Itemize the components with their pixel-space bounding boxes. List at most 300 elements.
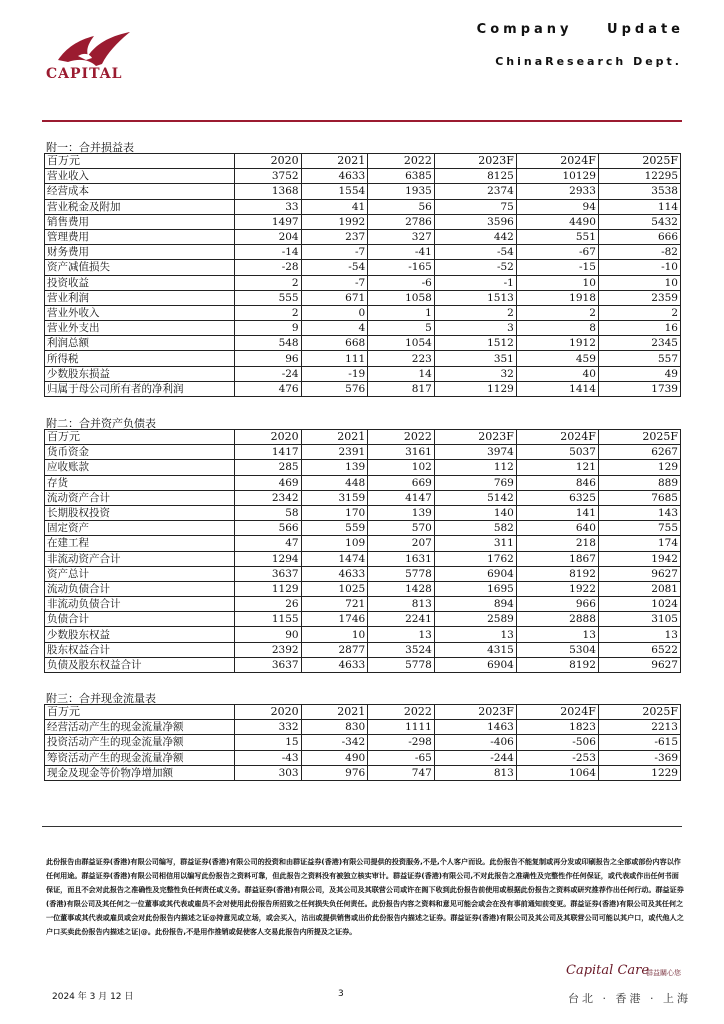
value-cell: 14 [368,366,435,381]
value-cell: 5304 [516,642,598,657]
capital-care-logo: Capital Care [566,963,650,978]
row-label-cell: 固定资产 [45,521,235,536]
value-cell: 570 [368,521,435,536]
disclaimer-divider [42,826,682,827]
value-cell: 1695 [434,581,516,596]
table-row [45,536,681,551]
value-cell: 1992 [301,214,368,229]
value-cell: 13 [368,627,435,642]
value-cell: 121 [516,460,598,475]
value-cell: 3524 [368,642,435,657]
value-cell: 813 [434,765,516,780]
value-cell: -19 [301,366,368,381]
value-cell: 1935 [368,184,435,199]
row-label-cell: 投资活动产生的现金流量净额 [45,735,235,750]
row-label-cell: 应收账款 [45,460,235,475]
value-cell: 7685 [598,490,680,505]
row-label-cell: 营业利润 [45,290,235,305]
header-year-cell: 2021 [301,154,368,169]
value-cell: 769 [434,475,516,490]
header-year-cell: 2023F [434,430,516,445]
row-label-cell: 所得税 [45,351,235,366]
value-cell: 5778 [368,566,435,581]
value-cell: 671 [301,290,368,305]
value-cell: 16 [598,321,680,336]
value-cell: 2213 [598,720,680,735]
value-cell: 2933 [516,184,598,199]
value-cell: 2391 [301,445,368,460]
row-label-cell: 负债合计 [45,612,235,627]
table-header-row [45,430,681,445]
value-cell: 10 [301,627,368,642]
value-cell: 889 [598,475,680,490]
value-cell: 207 [368,536,435,551]
row-label-cell: 流动资产合计 [45,490,235,505]
value-cell: 1024 [598,597,680,612]
table-row [45,245,681,260]
value-cell: 459 [516,351,598,366]
value-cell: 476 [235,381,302,396]
value-cell: 9627 [598,566,680,581]
header-year-cell: 2020 [235,154,302,169]
table-row [45,184,681,199]
value-cell: 10129 [516,169,598,184]
value-cell: -298 [368,735,435,750]
value-cell: 102 [368,460,435,475]
table-row [45,657,681,672]
value-cell: 111 [301,351,368,366]
table-row [45,735,681,750]
value-cell: 332 [235,720,302,735]
value-cell: 13 [516,627,598,642]
value-cell: 555 [235,290,302,305]
value-cell: 1497 [235,214,302,229]
value-cell: 4 [301,321,368,336]
value-cell: 204 [235,229,302,244]
value-cell: 1414 [516,381,598,396]
table-row [45,521,681,536]
header-year-cell: 2021 [301,430,368,445]
value-cell: 813 [368,597,435,612]
value-cell: 3159 [301,490,368,505]
value-cell: -54 [434,245,516,260]
value-cell: 1762 [434,551,516,566]
income-statement-table [44,153,681,397]
header-year-cell: 2025F [598,705,680,720]
value-cell: 1129 [235,581,302,596]
value-cell: 2392 [235,642,302,657]
value-cell: 143 [598,505,680,520]
value-cell: 2877 [301,642,368,657]
page-number: 3 [338,989,344,999]
header-year-cell: 2022 [368,705,435,720]
value-cell: 8125 [434,169,516,184]
value-cell: -506 [516,735,598,750]
value-cell: 576 [301,381,368,396]
value-cell: 237 [301,229,368,244]
value-cell: 114 [598,199,680,214]
value-cell: -244 [434,750,516,765]
table-row [45,475,681,490]
value-cell: 9 [235,321,302,336]
value-cell: 3637 [235,657,302,672]
header-year-cell: 2024F [516,154,598,169]
value-cell: 2786 [368,214,435,229]
value-cell: 1428 [368,581,435,596]
value-cell: 58 [235,505,302,520]
value-cell: 1368 [235,184,302,199]
value-cell: -54 [301,260,368,275]
value-cell: -82 [598,245,680,260]
value-cell: 141 [516,505,598,520]
value-cell: 3 [434,321,516,336]
value-cell: 4315 [434,642,516,657]
value-cell: 303 [235,765,302,780]
value-cell: 4633 [301,657,368,672]
value-cell: 668 [301,336,368,351]
value-cell: 1942 [598,551,680,566]
value-cell: -369 [598,750,680,765]
table-row [45,765,681,780]
value-cell: -7 [301,245,368,260]
table-row [45,214,681,229]
value-cell: 559 [301,521,368,536]
value-cell: 1 [368,305,435,320]
value-cell: 129 [598,460,680,475]
table-row [45,581,681,596]
value-cell: 56 [368,199,435,214]
income-statement-title: 附一：合并损益表 [46,141,134,154]
value-cell: 830 [301,720,368,735]
value-cell: 1918 [516,290,598,305]
row-label-cell: 营业收入 [45,169,235,184]
value-cell: -165 [368,260,435,275]
header-year-cell: 2024F [516,705,598,720]
value-cell: 1746 [301,612,368,627]
value-cell: 3752 [235,169,302,184]
value-cell: 490 [301,750,368,765]
value-cell: 557 [598,351,680,366]
header-year-cell: 2020 [235,430,302,445]
value-cell: 817 [368,381,435,396]
header-year-cell: 2023F [434,154,516,169]
value-cell: -342 [301,735,368,750]
row-label-cell: 少数股东权益 [45,627,235,642]
value-cell: 1867 [516,551,598,566]
value-cell: 5778 [368,657,435,672]
value-cell: 174 [598,536,680,551]
value-cell: 1417 [235,445,302,460]
row-label-cell: 筹资活动产生的现金流量净额 [45,750,235,765]
value-cell: 551 [516,229,598,244]
value-cell: 139 [301,460,368,475]
value-cell: 6904 [434,566,516,581]
row-label-cell: 负债及股东权益合计 [45,657,235,672]
table-row [45,720,681,735]
disclaimer-text: 此份报告由群益证券(香港)有限公司编写，群益证券(香港)有限公司的投资和由群证益券(香港)有限公司提供的投资服务,不是,个人客户而设。此份报告不能复制或再分发或印刷报告之全部或部份内容以作任何用途。群益证券(香港)有限公司相信用以编写此份报告之资料可靠，但此报告之资料没有被独立核实审计。群益证券(香港)有限公司,不对此报告之准确性及完整性作任何保证，或代表或作出任何书面保证，而且不会对此报告之准确性及完整性负任何责任或义务。群益证券(香港)有限公司，及其公司及其联营公司或许在阁下收到此份报告前使用或根据此份报告之资料或研究推荐作出任何行动。群益证券(香港)有限公司及其任何之一位董事或其代表或雇员不会对使用此份报告所招致之任何损失负任何责任。此份报告内容之资料和意见可能会或会在没有事前通知前变更。群益证券(香港)有限公司及其任何之一位董事或其代表或雇员或会对此份报告内描述之证@持意见或立场，或会买入，沽出或提供销售或出价此份报告内描述之证券。群益证券(香港)有限公司及其公司及其联营公司可能以其户口，或代他人之户口买卖此份报告内描述之证|@。此份报告,不是用作推销或促使客人交易此报告内所提及之证券。 [46,857,684,936]
header-divider [42,120,682,122]
page-header-title: Company Update [476,22,684,37]
value-cell: 1054 [368,336,435,351]
value-cell: 94 [516,199,598,214]
value-cell: 4633 [301,566,368,581]
value-cell: 170 [301,505,368,520]
row-label-cell: 货币资金 [45,445,235,460]
value-cell: -7 [301,275,368,290]
value-cell: 640 [516,521,598,536]
row-label-cell: 归属于母公司所有者的净利润 [45,381,235,396]
value-cell: 3974 [434,445,516,460]
value-cell: 1912 [516,336,598,351]
table-row [45,627,681,642]
table-row [45,612,681,627]
value-cell: 1513 [434,290,516,305]
value-cell: 90 [235,627,302,642]
row-label-cell: 在建工程 [45,536,235,551]
value-cell: 26 [235,597,302,612]
header-year-cell: 2022 [368,154,435,169]
row-label-cell: 现金及现金等价物净增加额 [45,765,235,780]
cash-flow-table [44,704,681,781]
header-unit-cell: 百万元 [45,154,235,169]
value-cell: 721 [301,597,368,612]
value-cell: 2241 [368,612,435,627]
value-cell: 966 [516,597,598,612]
value-cell: 2374 [434,184,516,199]
value-cell: 40 [516,366,598,381]
table-row [45,260,681,275]
table-row [45,290,681,305]
table-row [45,642,681,657]
row-label-cell: 流动负债合计 [45,581,235,596]
value-cell: 32 [434,366,516,381]
value-cell: 2589 [434,612,516,627]
table-row [45,551,681,566]
value-cell: -1 [434,275,516,290]
value-cell: 669 [368,475,435,490]
value-cell: 327 [368,229,435,244]
value-cell: 10 [598,275,680,290]
row-label-cell: 资产减值损失 [45,260,235,275]
table-row [45,351,681,366]
value-cell: 582 [434,521,516,536]
row-label-cell: 营业外支出 [45,321,235,336]
header-year-cell: 2025F [598,430,680,445]
value-cell: 112 [434,460,516,475]
value-cell: 755 [598,521,680,536]
table-row [45,366,681,381]
cash-flow-title: 附三：合并现金流量表 [46,692,156,705]
row-label-cell: 营业外收入 [45,305,235,320]
value-cell: 2 [235,275,302,290]
value-cell: 6904 [434,657,516,672]
value-cell: -6 [368,275,435,290]
value-cell: 1294 [235,551,302,566]
row-label-cell: 营业税金及附加 [45,199,235,214]
value-cell: -52 [434,260,516,275]
header-year-cell: 2021 [301,705,368,720]
value-cell: 49 [598,366,680,381]
value-cell: 976 [301,765,368,780]
value-cell: 96 [235,351,302,366]
value-cell: -253 [516,750,598,765]
value-cell: 2 [598,305,680,320]
value-cell: 41 [301,199,368,214]
value-cell: -406 [434,735,516,750]
value-cell: 8192 [516,657,598,672]
table-header-row [45,154,681,169]
row-label-cell: 财务费用 [45,245,235,260]
office-cities: 台北 · 香港 · 上海 [568,992,691,1005]
footer-date: 2024 年 3 月 12 日 [52,992,134,1002]
row-label-cell: 管理费用 [45,229,235,244]
row-label-cell: 存货 [45,475,235,490]
value-cell: 8192 [516,566,598,581]
value-cell: -24 [235,366,302,381]
value-cell: 311 [434,536,516,551]
value-cell: 442 [434,229,516,244]
value-cell: 6385 [368,169,435,184]
value-cell: 747 [368,765,435,780]
value-cell: 3105 [598,612,680,627]
value-cell: 4147 [368,490,435,505]
value-cell: 448 [301,475,368,490]
header-year-cell: 2024F [516,430,598,445]
value-cell: -65 [368,750,435,765]
value-cell: 0 [301,305,368,320]
value-cell: 1111 [368,720,435,735]
value-cell: 548 [235,336,302,351]
row-label-cell: 投资收益 [45,275,235,290]
value-cell: -41 [368,245,435,260]
value-cell: 2081 [598,581,680,596]
value-cell: 1554 [301,184,368,199]
row-label-cell: 销售费用 [45,214,235,229]
value-cell: 5142 [434,490,516,505]
table-row [45,381,681,396]
value-cell: 2 [434,305,516,320]
value-cell: 1155 [235,612,302,627]
row-label-cell: 经营活动产生的现金流量净额 [45,720,235,735]
value-cell: 469 [235,475,302,490]
value-cell: 1025 [301,581,368,596]
balance-sheet-table [44,429,681,673]
value-cell: 4633 [301,169,368,184]
header-year-cell: 2022 [368,430,435,445]
value-cell: 3596 [434,214,516,229]
value-cell: -615 [598,735,680,750]
row-label-cell: 非流动负债合计 [45,597,235,612]
page-header-subtitle: ChinaResearch Dept. [495,55,682,68]
table-row [45,750,681,765]
value-cell: 218 [516,536,598,551]
header-year-cell: 2023F [434,705,516,720]
value-cell: 8 [516,321,598,336]
value-cell: 666 [598,229,680,244]
value-cell: 2345 [598,336,680,351]
value-cell: 6325 [516,490,598,505]
header-unit-cell: 百万元 [45,430,235,445]
table-row [45,460,681,475]
value-cell: 5037 [516,445,598,460]
row-label-cell: 非流动资产合计 [45,551,235,566]
table-row [45,169,681,184]
value-cell: 1229 [598,765,680,780]
capital-care-cn: 群益關心您 [646,969,681,977]
value-cell: 1463 [434,720,516,735]
value-cell: 6267 [598,445,680,460]
value-cell: 139 [368,505,435,520]
table-row [45,199,681,214]
value-cell: 1474 [301,551,368,566]
value-cell: 3538 [598,184,680,199]
table-row [45,305,681,320]
value-cell: 6522 [598,642,680,657]
logo-text: CAPITAL [46,66,123,82]
value-cell: 3637 [235,566,302,581]
value-cell: 47 [235,536,302,551]
table-header-row [45,705,681,720]
value-cell: 1512 [434,336,516,351]
value-cell: 2342 [235,490,302,505]
value-cell: 5432 [598,214,680,229]
value-cell: 1739 [598,381,680,396]
table-row [45,229,681,244]
value-cell: 5 [368,321,435,336]
value-cell: -15 [516,260,598,275]
value-cell: 1823 [516,720,598,735]
value-cell: 13 [434,627,516,642]
balance-sheet-title: 附二：合并资产负债表 [46,417,156,430]
value-cell: 75 [434,199,516,214]
row-label-cell: 少数股东损益 [45,366,235,381]
value-cell: 13 [598,627,680,642]
header-year-cell: 2025F [598,154,680,169]
header-year-cell: 2020 [235,705,302,720]
row-label-cell: 股东权益合计 [45,642,235,657]
header-unit-cell: 百万元 [45,705,235,720]
table-row [45,597,681,612]
value-cell: 223 [368,351,435,366]
value-cell: -28 [235,260,302,275]
value-cell: 351 [434,351,516,366]
value-cell: -14 [235,245,302,260]
value-cell: 1631 [368,551,435,566]
value-cell: 285 [235,460,302,475]
table-row [45,490,681,505]
value-cell: 2888 [516,612,598,627]
table-row [45,336,681,351]
value-cell: 2 [235,305,302,320]
value-cell: -43 [235,750,302,765]
value-cell: 2359 [598,290,680,305]
value-cell: 1064 [516,765,598,780]
value-cell: 140 [434,505,516,520]
value-cell: 3161 [368,445,435,460]
value-cell: 9627 [598,657,680,672]
value-cell: 4490 [516,214,598,229]
row-label-cell: 经营成本 [45,184,235,199]
value-cell: 10 [516,275,598,290]
value-cell: 1922 [516,581,598,596]
value-cell: 15 [235,735,302,750]
value-cell: 894 [434,597,516,612]
value-cell: 109 [301,536,368,551]
table-row [45,505,681,520]
row-label-cell: 利润总额 [45,336,235,351]
row-label-cell: 资产总计 [45,566,235,581]
value-cell: 2 [516,305,598,320]
